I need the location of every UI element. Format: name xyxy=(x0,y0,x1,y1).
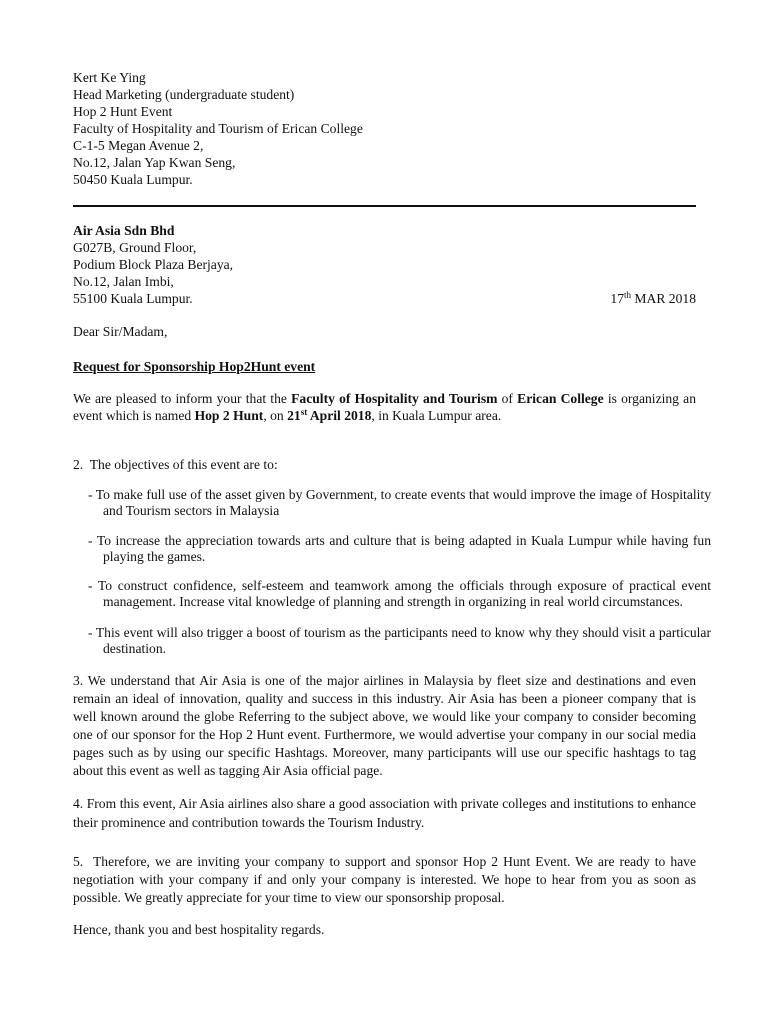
paragraph-4: 4. From this event, Air Asia airlines also share a good association with private colleges and institutions to enhance their prominence and contribution towards the Tourism Industry. xyxy=(73,796,696,830)
recipient-name: Air Asia Sdn Bhd xyxy=(73,223,175,238)
sender-line: Hop 2 Hunt Event xyxy=(73,104,173,119)
sender-line: Head Marketing (undergraduate student) xyxy=(73,87,295,102)
recipient-line: No.12, Jalan Imbi, xyxy=(73,274,174,289)
sender-line: 50450 Kuala Lumpur. xyxy=(73,172,193,187)
sender-line: C-1-5 Megan Avenue 2, xyxy=(73,138,204,153)
sender-line: Faculty of Hospitality and Tourism of Erican College xyxy=(73,121,363,136)
subject-text: Request for Sponsorship Hop2Hunt event xyxy=(73,359,316,374)
paragraph-3: 3. We understand that Air Asia is one of the major airlines in Malaysia by fleet size and destinations and even remain an ideal of innovation, quality and success in this industry. Air Asia has been a pioneer company that is well known around the globe Referring to the subject above, we would like your company to consider becoming one of our sponsor for the Hop 2 Hunt event. Furthermore, we would advertise your company in our social media pages such as by using our specific Hashtags. Moreover, many participants will use our specific hashtags to tag about this event as well as tagging Air Asia official page. xyxy=(73,673,696,778)
objective-item: - To increase the appreciation towards arts and culture that is being adapted in Kuala Lumpur while having fun playing the games. xyxy=(88,533,711,564)
objectives-heading: 2. The objectives of this event are to: xyxy=(73,457,278,472)
date-day: 17 xyxy=(610,291,625,306)
closing-line: Hence, thank you and best hospitality regards. xyxy=(73,922,325,937)
date-suffix: th xyxy=(624,290,632,300)
paragraph-5: 5. Therefore, we are inviting your company to support and sponsor Hop 2 Hunt Event. We are ready to have negotiation with your company if and only your company is interested. We hope to hear from you as soon as possible. We greatly appreciate for your time to view our sponsorship proposal. xyxy=(73,854,700,905)
sender-line: No.12, Jalan Yap Kwan Seng, xyxy=(73,155,236,170)
sender-name: Kert Ke Ying xyxy=(73,70,146,85)
subject-line xyxy=(73,358,315,375)
letter-date xyxy=(610,290,696,307)
objective-item: - This event will also trigger a boost of tourism as the participants need to know why they should visit a particular destination. xyxy=(88,625,711,656)
sender-address xyxy=(73,69,363,188)
objective-item: - To make full use of the asset given by Government, to create events that would improve the image of Hospitality and Tourism sectors in Malaysia xyxy=(88,487,711,518)
objective-item: - To construct confidence, self-esteem and teamwork among the officials through exposure of practical event management. Increase vital knowledge of planning and strength in organizing in real world circumstances. xyxy=(88,578,711,609)
recipient-line: Podium Block Plaza Berjaya, xyxy=(73,257,234,272)
salutation: Dear Sir/Madam, xyxy=(73,324,168,339)
date-rest: MAR 2018 xyxy=(631,291,696,306)
recipient-line: 55100 Kuala Lumpur. xyxy=(73,291,193,306)
recipient-address xyxy=(73,222,233,307)
header-divider xyxy=(73,205,696,207)
recipient-line: G027B, Ground Floor, xyxy=(73,240,197,255)
paragraph-intro: We are pleased to inform your that the Faculty of Hospitality and Tourism of Erican College is organizing an event which is named Hop 2 Hunt, on 21st April 2018, in Kuala Lumpur area. xyxy=(73,391,696,423)
